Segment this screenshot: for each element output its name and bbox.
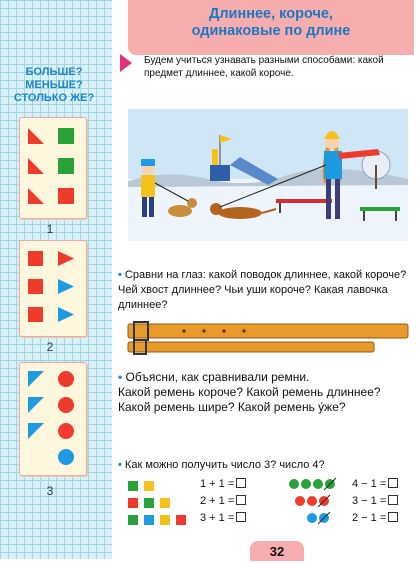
intro-text: Будем учиться узнавать разными способами: какой предмет длиннее, какой короче.	[144, 55, 384, 79]
red-square	[28, 279, 43, 294]
bullet-icon: •	[118, 459, 122, 471]
green-square	[58, 158, 74, 174]
blue-circle	[58, 449, 74, 465]
answer-box[interactable]	[388, 512, 398, 522]
red-circle	[58, 371, 74, 387]
answer-box[interactable]	[236, 512, 246, 522]
bullet-icon: •	[118, 370, 123, 384]
green-square	[58, 128, 74, 144]
task-text: Как можно получить число 3? число 4?	[124, 459, 325, 471]
equation-right-1: 4 − 1 =	[352, 478, 398, 490]
lesson-header	[128, 0, 414, 55]
sidebar-title	[4, 66, 104, 105]
equation-left-3: 3 + 1 =	[200, 512, 246, 524]
red-square	[28, 251, 43, 266]
shapes-card-1	[19, 117, 87, 219]
task-text: Какой ремень короче? Какой ремень длиннее?	[118, 385, 381, 399]
pointer-arrow-icon	[120, 54, 132, 72]
red-triangle	[28, 128, 44, 144]
answer-box[interactable]	[236, 495, 246, 505]
task-numbers	[118, 458, 414, 473]
task-text: Какой ремень шире? Какой ремень у́же?	[118, 400, 346, 414]
equation-right-3: 2 − 1 =	[352, 512, 398, 524]
red-triangle	[28, 158, 44, 174]
task-compare-by-eye	[118, 268, 414, 313]
equation-left-2: 2 + 1 =	[200, 495, 246, 507]
dot-groups	[288, 476, 350, 528]
red-square	[28, 307, 43, 322]
sidebar-title-line: МЕНЬШЕ?	[25, 79, 83, 91]
shapes-card-3	[19, 362, 87, 476]
answer-box[interactable]	[388, 495, 398, 505]
bullet-icon: •	[118, 269, 122, 281]
sidebar-title-line: СТОЛЬКО ЖЕ?	[13, 92, 95, 104]
red-triangle	[58, 251, 74, 266]
belt-long	[128, 324, 408, 338]
equation-left-1: 1 + 1 =	[200, 478, 246, 490]
task-text: Сравни на глаз: какой поводок длиннее, какой короче? Чей хвост длиннее? Чьи уши короче? Какая лавочка длиннее?	[118, 269, 407, 311]
equation-right-2: 3 − 1 =	[352, 495, 398, 507]
blue-triangle	[28, 371, 44, 387]
page-number: 32	[250, 541, 304, 561]
blue-triangle	[28, 397, 44, 413]
lesson-title-line2: одинаковые по длине	[191, 23, 351, 39]
lesson-title-line1: Длиннее, короче,	[209, 6, 333, 22]
red-square	[58, 188, 74, 204]
blue-triangle	[58, 307, 74, 322]
shapes-card-2	[19, 240, 87, 337]
winter-scene-illustration	[128, 109, 408, 241]
task-text: Объясни, как сравнивали ремни.	[125, 370, 310, 384]
red-circle	[58, 397, 74, 413]
task-explain-belts	[118, 370, 414, 415]
answer-box[interactable]	[236, 478, 246, 488]
blue-triangle	[28, 423, 44, 439]
answer-box[interactable]	[388, 478, 398, 488]
red-circle	[58, 423, 74, 439]
lesson-title	[128, 6, 414, 40]
shapes-card-1-figures	[20, 118, 86, 218]
belt-short	[128, 342, 374, 352]
belts-illustration	[124, 318, 414, 360]
sidebar-title-line: БОЛЬШЕ?	[25, 66, 83, 78]
card-number-1: 1	[46, 222, 54, 236]
shapes-card-2-figures	[20, 241, 86, 336]
shapes-card-3-figures	[20, 363, 86, 475]
blue-triangle	[58, 279, 74, 294]
red-triangle	[28, 188, 44, 204]
card-number-2: 2	[46, 340, 54, 354]
card-number-3: 3	[46, 484, 54, 498]
